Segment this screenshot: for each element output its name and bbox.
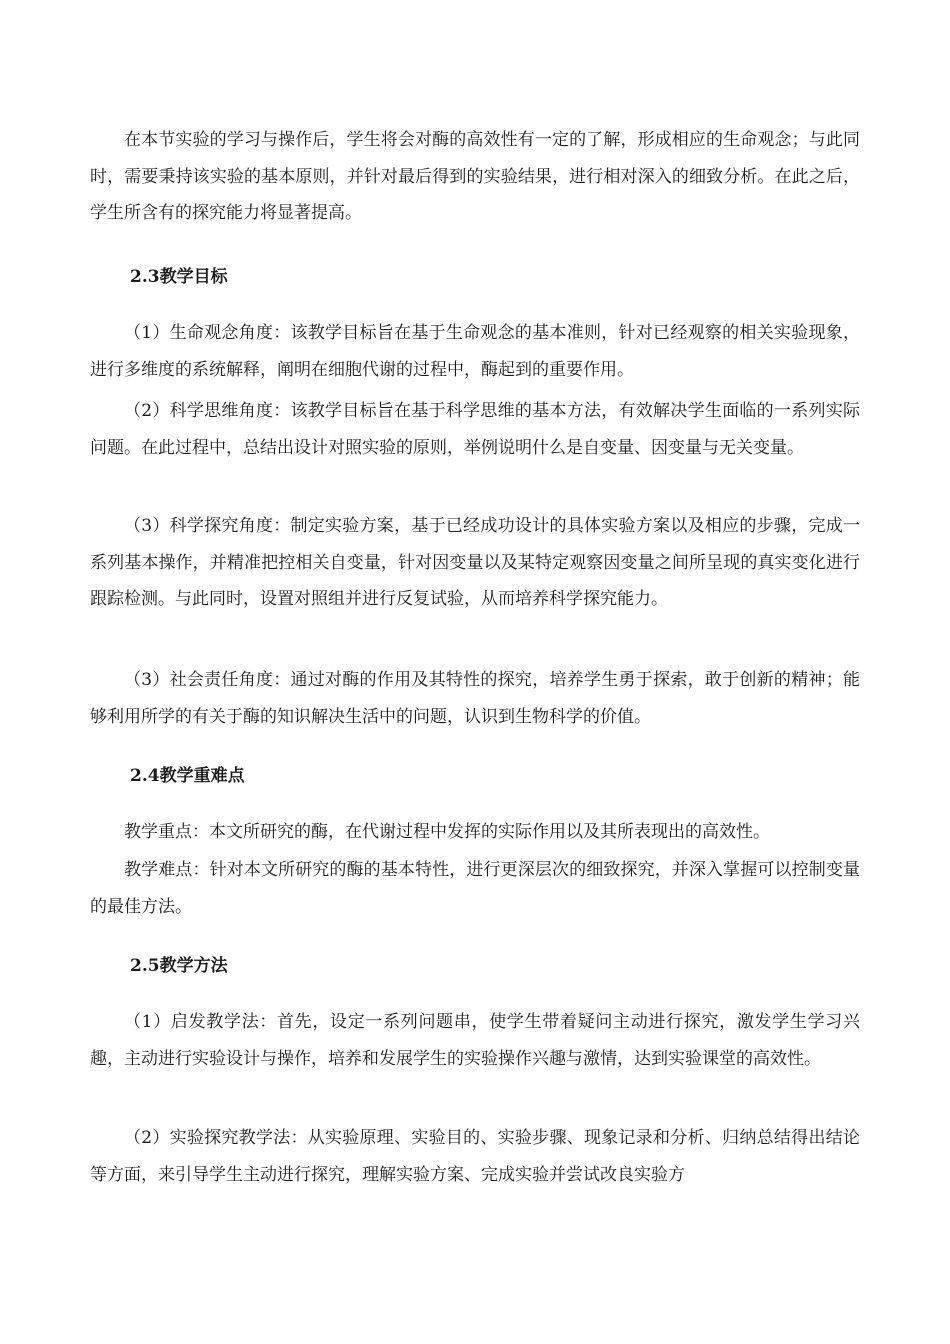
s23-paragraph-4: （3）社会责任角度：通过对酶的作用及其特性的探究，培养学生勇于探索，敢于创新的精神；能够利用所学的有关于酶的知识解决生活中的问题，认识到生物科学的价值。	[90, 670, 860, 727]
s23-paragraph-3: （3）科学探究角度：制定实验方案，基于已经成功设计的具体实验方案以及相应的步骤，完成一系列基本操作，并精准把控相关自变量，针对因变量以及某特定观察因变量之间所呈现的真实变化进行跟踪检测。与此同时，设置对照组并进行反复试验，从而培养科学探究能力。	[90, 516, 860, 609]
section-2-5-heading: 2.5教学方法	[130, 956, 228, 976]
s25-paragraph-2: （2）实验探究教学法：从实验原理、实验目的、实验步骤、现象记录和分析、归纳总结得出结论等方面，来引导学生主动进行探究，理解实验方案、完成实验并尝试改良实验方	[90, 1128, 860, 1185]
s23-paragraph-1: （1）生命观念角度：该教学目标旨在基于生命观念的基本准则，针对已经观察的相关实验现象，进行多维度的系统解释，阐明在细胞代谢的过程中，酶起到的重要作用。	[90, 323, 860, 380]
s24-paragraph-2: 教学难点：针对本文所研究的酶的基本特性，进行更深层次的细致探究，并深入掌握可以控制变量的最佳方法。	[90, 860, 860, 917]
section-2-3-heading: 2.3教学目标	[130, 267, 228, 287]
s23-paragraph-2: （2）科学思维角度：该教学目标旨在基于科学思维的基本方法，有效解决学生面临的一系列实际问题。在此过程中，总结出设计对照实验的原则，举例说明什么是自变量、因变量与无关变量。	[90, 401, 860, 458]
section-2-4-heading: 2.4教学重难点	[130, 766, 245, 786]
intro-paragraph: 在本节实验的学习与操作后，学生将会对酶的高效性有一定的了解，形成相应的生命观念；与此同时，需要秉持该实验的基本原则，并针对最后得到的实验结果，进行相对深入的细致分析。在此之后，学生所含有的探究能力将显著提高。	[90, 130, 860, 223]
s24-paragraph-1: 教学重点：本文所研究的酶，在代谢过程中发挥的实际作用以及其所表现出的高效性。	[124, 822, 770, 842]
s25-paragraph-1: （1）启发教学法：首先，设定一系列问题串，使学生带着疑问主动进行探究，激发学生学习兴趣，主动进行实验设计与操作，培养和发展学生的实验操作兴趣与激情，达到实验课堂的高效性。	[90, 1012, 860, 1069]
